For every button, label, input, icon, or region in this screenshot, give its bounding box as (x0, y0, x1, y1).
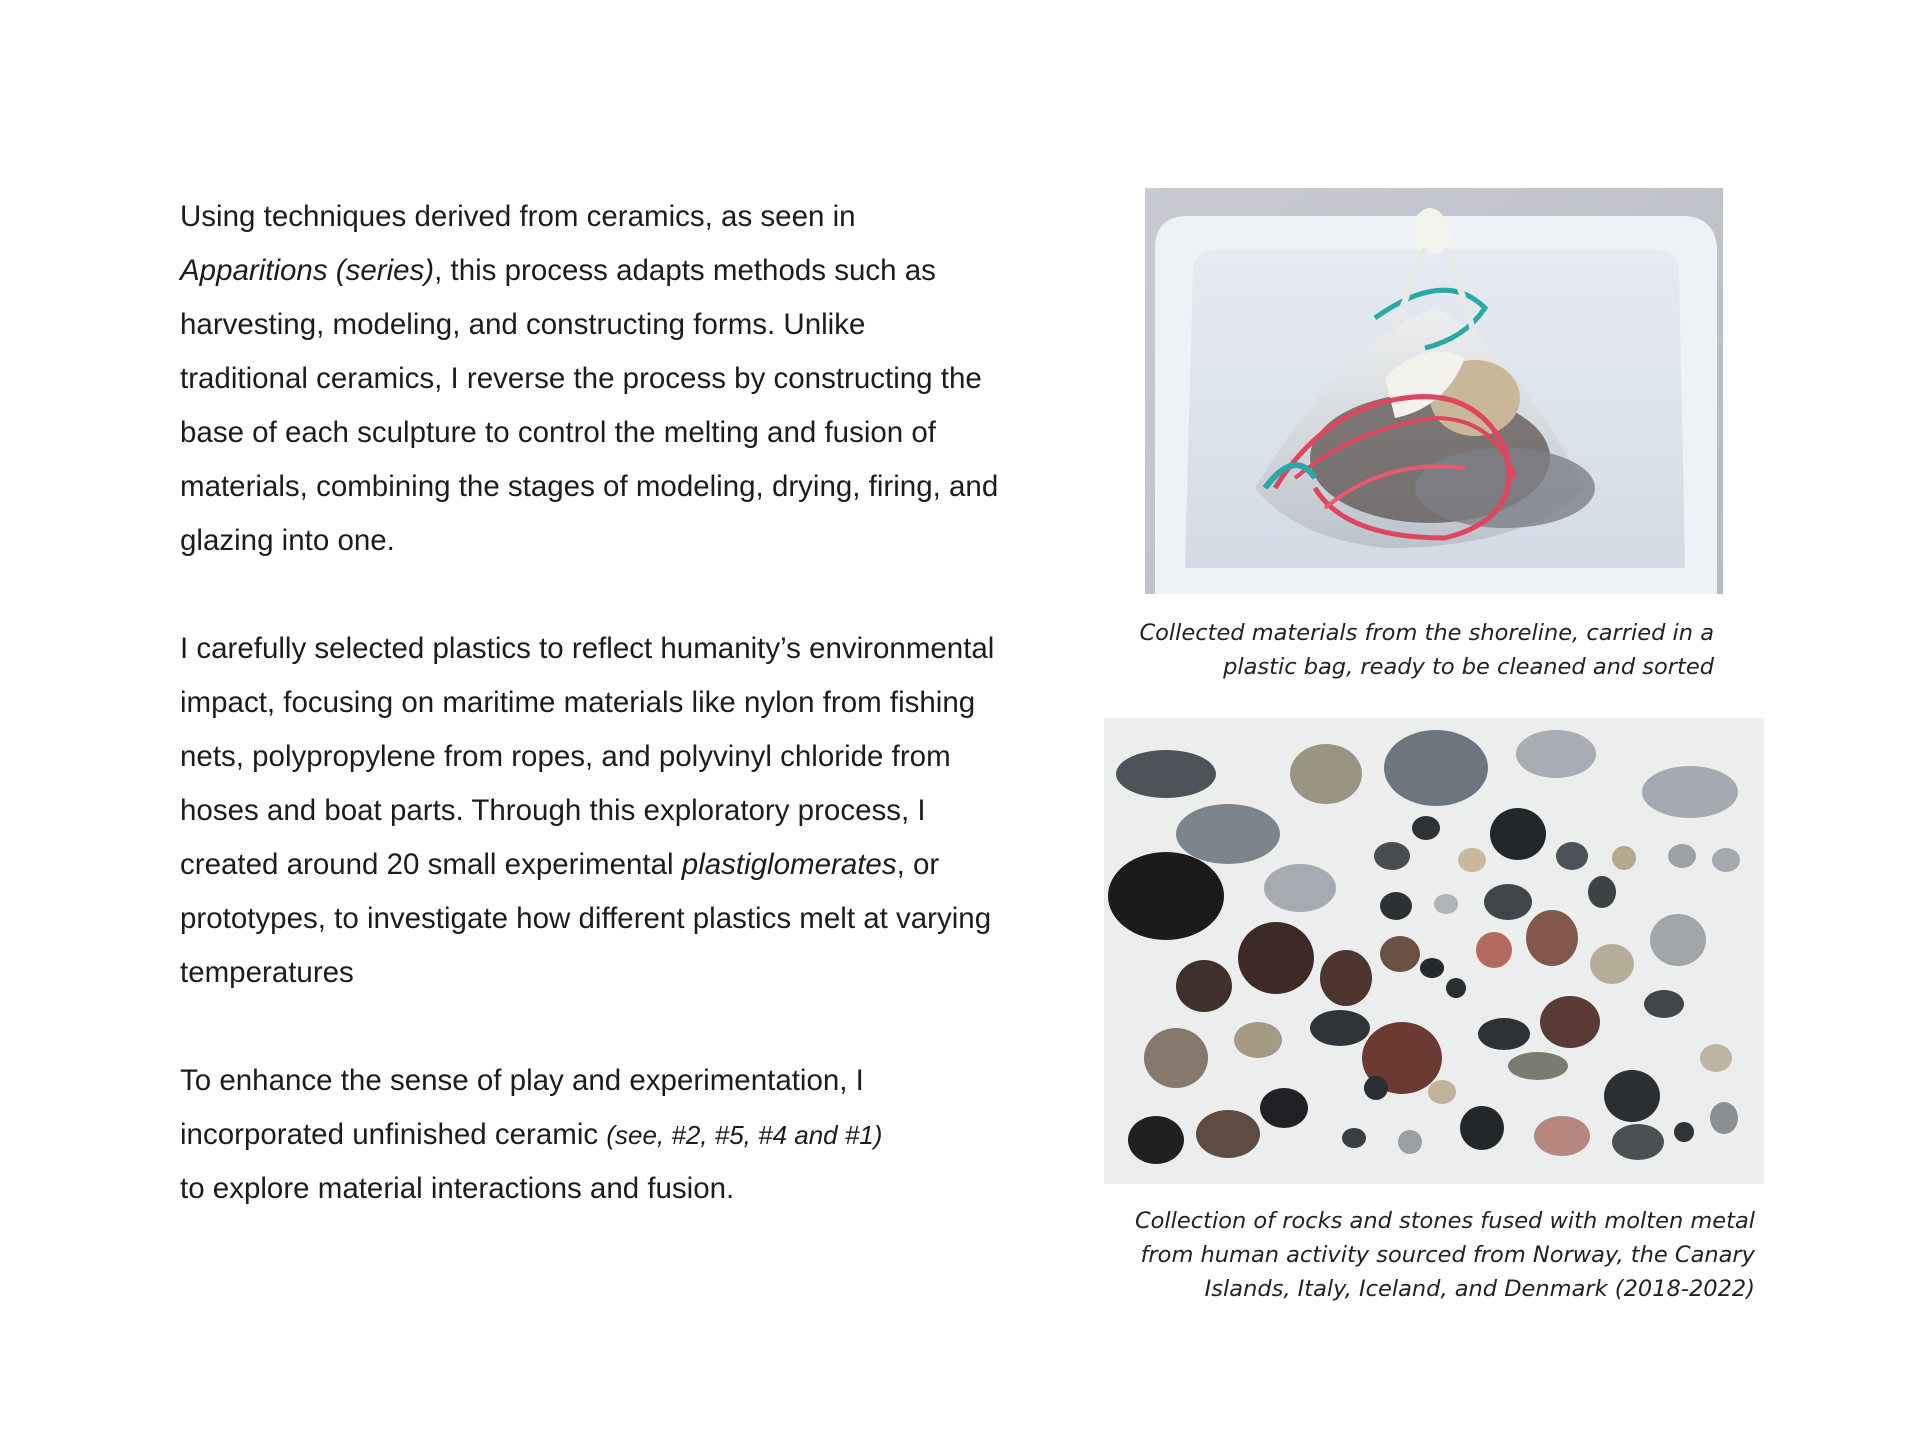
rock (1712, 848, 1740, 872)
rocks-caption-line-1: Collection of rocks and stones fused with molten metal (1134, 1208, 1755, 1234)
rock (1460, 1106, 1504, 1150)
rock (1534, 1116, 1590, 1156)
bag-caption-line-1: Collected materials from the shoreline, carried in a (1139, 620, 1714, 646)
paragraph-3-line-1: To enhance the sense of play and experimentation, I (180, 1064, 864, 1097)
rock (1458, 848, 1486, 872)
rock (1412, 816, 1440, 840)
bag-photo (1145, 188, 1723, 594)
paragraph-1 (180, 190, 1000, 568)
paragraph-2-text-b: , or prototypes, to investigate how different plastics melt at varying temperatures (180, 848, 992, 989)
rocks-photo (1104, 718, 1764, 1184)
rock (1116, 750, 1216, 798)
paragraph-2 (180, 622, 1000, 1000)
bag-photo-illustration (1145, 188, 1723, 594)
paragraph-1-text-a: Using techniques derived from ceramics, as seen in (180, 200, 856, 233)
rock (1320, 950, 1372, 1006)
rock (1446, 978, 1466, 998)
rock (1310, 1010, 1370, 1046)
rock (1434, 894, 1458, 914)
rock (1196, 1110, 1260, 1158)
rock (1674, 1122, 1694, 1142)
paragraph-2-text-a: I carefully selected plastics to reflect humanity’s environmental impact, focusing on maritime materials like nylon from fishing nets, polypropylene from ropes, and polyvinyl chloride from hoses and boat parts. Through this exploratory process, I created around 20 small experimental (180, 632, 995, 881)
rock (1420, 958, 1444, 978)
series-title: Apparitions (series) (180, 254, 435, 287)
rock (1612, 846, 1636, 870)
rock (1108, 852, 1224, 940)
rock (1590, 944, 1634, 984)
rock (1710, 1102, 1738, 1134)
rocks-caption-line-3: Islands, Italy, Iceland, and Denmark (2018-2022) (1204, 1276, 1755, 1302)
rock (1668, 844, 1696, 868)
ceramic-reference: (see, #2, #5, #4 and #1) (606, 1120, 883, 1150)
rock (1364, 1076, 1388, 1100)
rock (1516, 730, 1596, 778)
bag-caption (1014, 616, 1714, 684)
rock (1644, 990, 1684, 1018)
rock (1526, 910, 1578, 966)
rock (1604, 1070, 1660, 1122)
paragraph-3-line-2 (180, 1108, 1000, 1162)
rocks-photo-illustration (1104, 718, 1764, 1184)
rock (1380, 936, 1420, 972)
paragraph-3-line-2-text: incorporated unfinished ceramic (180, 1118, 607, 1151)
rock (1384, 730, 1488, 806)
rock (1484, 884, 1532, 920)
rock (1238, 922, 1314, 994)
rocks-caption-line-2: from human activity sourced from Norway, the Canary (1140, 1242, 1755, 1268)
paragraph-3 (180, 1054, 1000, 1216)
rock (1380, 892, 1412, 920)
rocks-caption (995, 1204, 1755, 1306)
rock (1508, 1052, 1568, 1080)
rock (1556, 842, 1588, 870)
rock (1176, 804, 1280, 864)
bag-caption-line-2: plastic bag, ready to be cleaned and sorted (1223, 654, 1714, 680)
rock (1642, 766, 1738, 818)
rock (1176, 960, 1232, 1012)
rock (1478, 1018, 1530, 1050)
paragraph-3-line-3: to explore material interactions and fusion. (180, 1172, 735, 1205)
rock (1342, 1128, 1366, 1148)
rock (1234, 1022, 1282, 1058)
rock (1428, 1080, 1456, 1104)
rock (1374, 842, 1410, 870)
body-text (180, 190, 1000, 1216)
rock (1490, 808, 1546, 860)
rock (1264, 864, 1336, 912)
rock (1260, 1088, 1308, 1128)
rock (1540, 996, 1600, 1048)
rock (1144, 1028, 1208, 1088)
rock (1128, 1116, 1184, 1164)
plastiglomerates-term: plastiglomerates (681, 848, 897, 881)
rock (1588, 876, 1616, 908)
rock (1612, 1124, 1664, 1160)
rock (1700, 1044, 1732, 1072)
rock (1290, 744, 1362, 804)
rock (1476, 932, 1512, 968)
rock (1398, 1130, 1422, 1154)
paragraph-1-text-b: , this process adapts methods such as harvesting, modeling, and constructing forms. Unlike traditional ceramics, I reverse the process by constructing the base of each sculpture to control the melting and fusion of materials, combining the stages of modeling, drying, firing, and glazing into one. (180, 254, 999, 557)
rock (1650, 914, 1706, 966)
